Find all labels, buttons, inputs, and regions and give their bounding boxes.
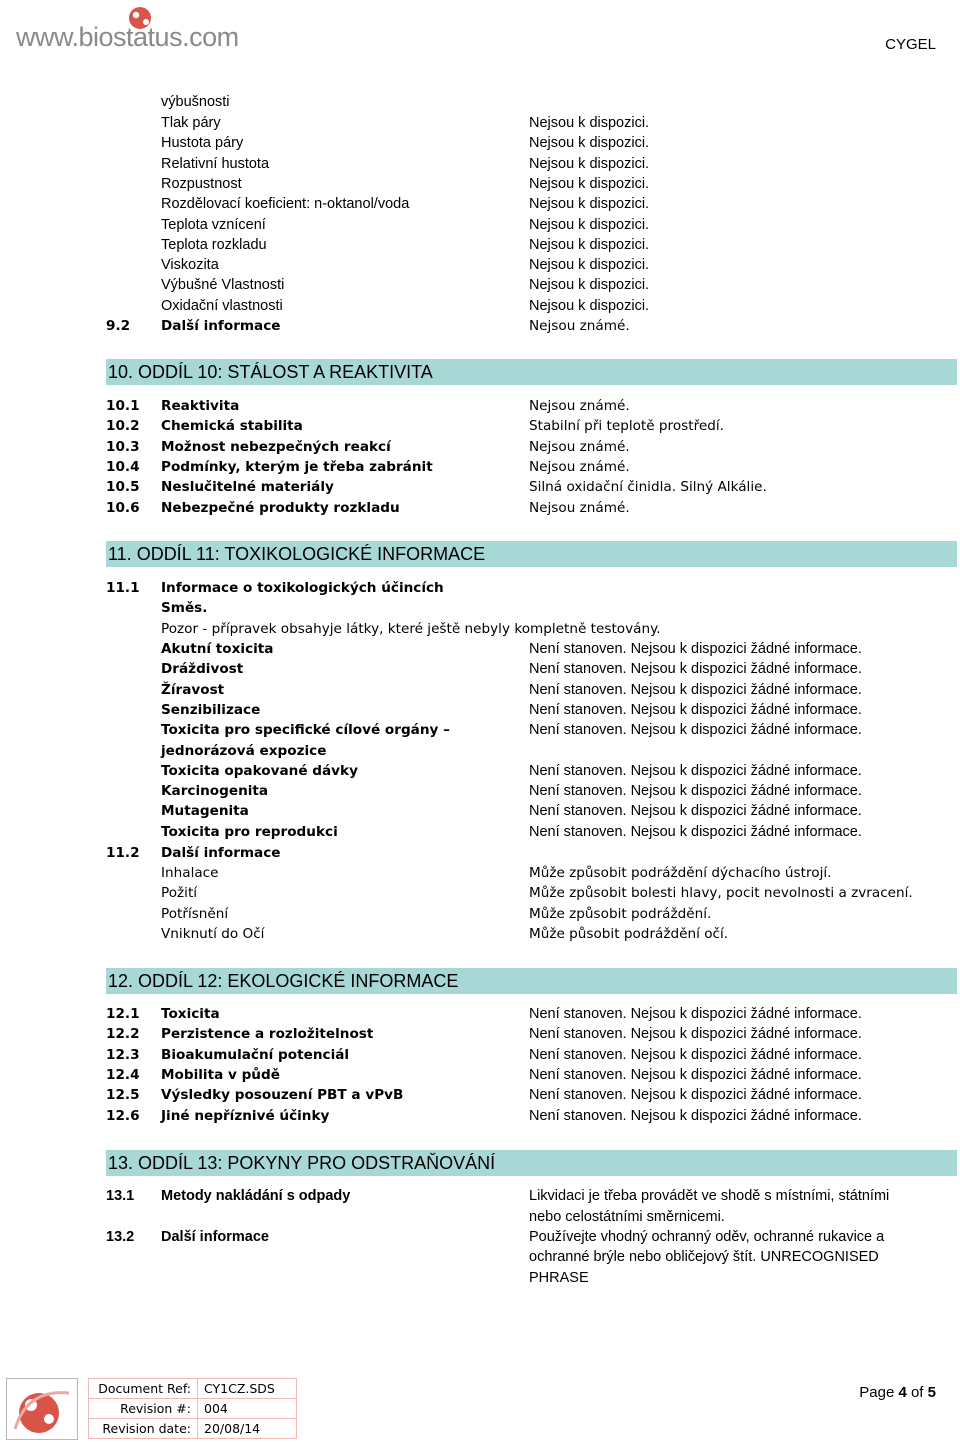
section-number: 12.2 xyxy=(106,1026,140,1043)
row-value: Nejsou k dispozici. xyxy=(529,155,650,172)
ecology-row xyxy=(106,1106,936,1126)
row-label: Hustota páry xyxy=(161,135,244,152)
row-label: Mutagenita xyxy=(161,803,249,820)
info-row-13-2-cont2 xyxy=(106,1268,936,1288)
toxicity-row xyxy=(106,659,936,679)
section-number: 13.2 xyxy=(106,1229,135,1245)
property-row xyxy=(106,275,936,295)
toxicity-row-cont xyxy=(106,741,936,761)
row-label: Výbušné Vlastnosti xyxy=(161,277,285,294)
property-row xyxy=(106,133,936,153)
reactivity-row xyxy=(106,498,936,518)
row-value: Nejsou k dispozici. xyxy=(529,297,650,314)
row-value: Není stanoven. Nejsou k dispozici žádné informace. xyxy=(529,1026,862,1043)
toxicity-row xyxy=(106,639,936,659)
row-label: Podmínky, kterým je třeba zabránit xyxy=(161,458,433,475)
row-value: Není stanoven. Nejsou k dispozici žádné informace. xyxy=(529,823,862,840)
row-value: Není stanoven. Nejsou k dispozici žádné informace. xyxy=(529,762,862,779)
section-number: 12.5 xyxy=(106,1087,140,1104)
exposure-route-row xyxy=(106,863,936,883)
section-number: 13.1 xyxy=(106,1188,135,1204)
revision-table xyxy=(88,1378,297,1439)
row-label: Oxidační vlastnosti xyxy=(161,297,283,314)
row-value: Není stanoven. Nejsou k dispozici žádné informace. xyxy=(529,701,862,718)
row-value: Může způsobit podráždění dýchacího ústrojí. xyxy=(529,865,832,881)
row-value: ochranné brýle nebo obličejový štít. UNRECOGNISED xyxy=(529,1249,879,1265)
table-row xyxy=(89,1379,297,1399)
section-13-header: 13. ODDÍL 13: POKYNY PRO ODSTRAŇOVÁNÍ xyxy=(106,1150,957,1176)
revision-date-label: Revision date: xyxy=(89,1419,198,1439)
row-label: Dráždivost xyxy=(161,661,244,678)
row-value: nebo celostátními směrnicemi. xyxy=(529,1209,725,1225)
row-label-cont: jednorázová expozice xyxy=(161,742,327,759)
row-value: Nejsou známé. xyxy=(529,398,630,414)
section-number: 10.6 xyxy=(106,499,140,516)
row-label: Jiné nepříznivé účinky xyxy=(161,1107,330,1124)
section-number: 12.6 xyxy=(106,1107,140,1124)
row-label: Akutní toxicita xyxy=(161,641,274,657)
row-value: Používejte vhodný ochranný oděv, ochranné rukavice a xyxy=(529,1229,885,1245)
property-row xyxy=(106,255,936,275)
row-label: Toxicita opakované dávky xyxy=(161,762,358,779)
property-row xyxy=(106,174,936,194)
row-value: Nejsou známé. xyxy=(529,318,630,334)
toxicity-row xyxy=(106,700,936,720)
row-label: Metody nakládání s odpady xyxy=(161,1188,351,1204)
row-label: Inhalace xyxy=(161,865,219,881)
toxicity-row xyxy=(106,680,936,700)
ecology-row xyxy=(106,1065,936,1085)
row-value: Stabilní při teplotě prostředí. xyxy=(529,418,724,435)
revision-label: Revision #: xyxy=(89,1399,198,1419)
row-value: Není stanoven. Nejsou k dispozici žádné informace. xyxy=(529,722,862,739)
page-current: 4 xyxy=(898,1384,907,1401)
row-label: Senzibilizace xyxy=(161,701,261,718)
section-number: 11.2 xyxy=(106,845,140,861)
row-label: Chemická stabilita xyxy=(161,418,303,435)
table-row xyxy=(89,1399,297,1419)
row-value: Nejsou k dispozici. xyxy=(529,257,650,274)
section-number: 10.5 xyxy=(106,479,140,496)
row-value: Nejsou k dispozici. xyxy=(529,115,650,131)
info-row-13-1-cont xyxy=(106,1207,936,1227)
row-label: Bioakumulační potenciál xyxy=(161,1046,350,1063)
info-row-13-2 xyxy=(106,1227,936,1247)
row-label: Toxicita pro reprodukci xyxy=(161,823,338,840)
property-row xyxy=(106,215,936,235)
row-label: Neslučitelné materiály xyxy=(161,479,334,496)
row-value: Může způsobit podráždění. xyxy=(529,905,712,922)
info-row-11-2 xyxy=(106,843,936,863)
table-row xyxy=(89,1419,297,1439)
row-label: Teplota vznícení xyxy=(161,216,266,233)
reactivity-row xyxy=(106,396,936,416)
row-value: Není stanoven. Nejsou k dispozici žádné informace. xyxy=(529,1066,862,1083)
reactivity-row xyxy=(106,477,936,497)
row-label: Viskozita xyxy=(161,257,219,274)
toxicity-row xyxy=(106,761,936,781)
warning-note xyxy=(106,619,936,639)
section-number: 10.3 xyxy=(106,438,140,455)
exposure-route-row xyxy=(106,883,936,903)
section-number: 11.1 xyxy=(106,580,140,596)
row-label: Vniknutí do Očí xyxy=(161,925,265,942)
row-label: Tlak páry xyxy=(161,115,221,131)
row-value: Není stanoven. Nejsou k dispozici žádné informace. xyxy=(529,1107,862,1124)
row-label: Žíravost xyxy=(161,681,225,698)
revision-value: 004 xyxy=(198,1399,297,1419)
row-value: Nejsou k dispozici. xyxy=(529,175,650,192)
row-value: Silná oxidační činidla. Silný Alkálie. xyxy=(529,479,767,496)
row-value: Není stanoven. Nejsou k dispozici žádné informace. xyxy=(529,1006,862,1022)
ecology-row xyxy=(106,1004,936,1024)
row-value: Likvidaci je třeba provádět ve shodě s místními, státními xyxy=(529,1188,890,1204)
row-label: Nebezpečné produkty rozkladu xyxy=(161,499,400,516)
row-value: Není stanoven. Nejsou k dispozici žádné informace. xyxy=(529,783,862,800)
logo-text: www.biostatus.com xyxy=(16,22,239,52)
page-of: of xyxy=(906,1384,928,1401)
row-value: Může působit podráždění očí. xyxy=(529,925,729,942)
row-label: Toxicita pro specifické cílové orgány – xyxy=(161,722,450,739)
info-row-11-1 xyxy=(106,578,936,598)
doc-ref-value: CY1CZ.SDS xyxy=(198,1379,297,1399)
page-total: 5 xyxy=(927,1384,936,1401)
page-prefix: Page xyxy=(859,1384,899,1401)
toxicity-row xyxy=(106,801,936,821)
ecology-row xyxy=(106,1024,936,1044)
section-number: 10.2 xyxy=(106,418,140,435)
info-row-13-1 xyxy=(106,1186,936,1206)
footer-logo-icon xyxy=(7,1379,77,1439)
row-label: Rozpustnost xyxy=(161,175,242,192)
row-value: Nejsou k dispozici. xyxy=(529,216,650,233)
row-label: Požití xyxy=(161,885,198,902)
row-value: Není stanoven. Nejsou k dispozici žádné informace. xyxy=(529,1046,862,1063)
row-value: Nejsou známé. xyxy=(529,458,630,475)
row-label: Toxicita xyxy=(161,1006,220,1022)
page-number xyxy=(859,1384,936,1401)
row-value: Není stanoven. Nejsou k dispozici žádné informace. xyxy=(529,803,862,820)
reactivity-row xyxy=(106,457,936,477)
row-label: Rozdělovací koeficient: n-oktanol/voda xyxy=(161,196,410,213)
info-row-9-2 xyxy=(106,316,936,336)
section-number: 10.1 xyxy=(106,398,140,414)
ecology-row xyxy=(106,1085,936,1105)
section-12-header: 12. ODDÍL 12: EKOLOGICKÉ INFORMACE xyxy=(106,968,957,994)
row-value: Není stanoven. Nejsou k dispozici žádné informace. xyxy=(529,1087,862,1104)
section-number: 12.3 xyxy=(106,1046,140,1063)
row-label: Informace o toxikologických účincích xyxy=(161,580,444,596)
exposure-route-row xyxy=(106,904,936,924)
section-number: 10.4 xyxy=(106,458,140,475)
row-value: Nejsou známé. xyxy=(529,499,630,516)
row-label: Možnost nebezpečných reakcí xyxy=(161,438,391,455)
section-number: 9.2 xyxy=(106,318,131,334)
row-label: Teplota rozkladu xyxy=(161,236,267,253)
property-row xyxy=(106,296,936,316)
property-row xyxy=(106,194,936,214)
section-number: 12.1 xyxy=(106,1006,140,1022)
row-label: Další informace xyxy=(161,1229,269,1245)
toxicity-row xyxy=(106,781,936,801)
doc-ref-label: Document Ref: xyxy=(89,1379,198,1399)
product-name: CYGEL xyxy=(885,36,936,53)
row-label: Výsledky posouzení PBT a vPvB xyxy=(161,1087,404,1104)
row-label: Karcinogenita xyxy=(161,783,269,800)
warning-text: Pozor - přípravek obsahyje látky, které ještě nebyly kompletně testovány. xyxy=(161,621,661,637)
row-value: Nejsou k dispozici. xyxy=(529,277,650,294)
ecology-row xyxy=(106,1045,936,1065)
info-row-13-2-cont xyxy=(106,1247,936,1267)
row-label: Potřísnění xyxy=(161,905,229,922)
exposure-route-row xyxy=(106,924,936,944)
property-row xyxy=(106,235,936,255)
footer-logo xyxy=(6,1378,78,1440)
revision-date-value: 20/08/14 xyxy=(198,1419,297,1439)
row-label: Relativní hustota xyxy=(161,155,270,172)
section-number: 12.4 xyxy=(106,1066,140,1083)
row-value: Může způsobit bolesti hlavy, pocit nevolnosti a zvracení. xyxy=(529,885,913,902)
row-value: PHRASE xyxy=(529,1270,589,1286)
section-10-header: 10. ODDÍL 10: STÁLOST A REAKTIVITA xyxy=(106,359,957,385)
reactivity-row xyxy=(106,416,936,436)
row-label: Perzistence a rozložitelnost xyxy=(161,1026,374,1043)
row-value: Nejsou k dispozici. xyxy=(529,236,650,253)
mixture-note xyxy=(106,598,936,618)
property-row xyxy=(106,92,936,112)
row-value: Nejsou k dispozici. xyxy=(529,135,650,152)
row-label: Další informace xyxy=(161,318,281,334)
row-value: Není stanoven. Nejsou k dispozici žádné informace. xyxy=(529,641,862,657)
property-row xyxy=(106,113,936,133)
row-value: Nejsou k dispozici. xyxy=(529,196,650,213)
mixture-label: Směs. xyxy=(161,600,208,616)
reactivity-row xyxy=(106,437,936,457)
row-value: Nejsou známé. xyxy=(529,438,630,455)
toxicity-row xyxy=(106,720,936,740)
property-row xyxy=(106,154,936,174)
row-value: Není stanoven. Nejsou k dispozici žádné informace. xyxy=(529,681,862,698)
property-label: výbušnosti xyxy=(161,94,230,110)
row-label: Mobilita v půdě xyxy=(161,1066,280,1083)
row-value: Není stanoven. Nejsou k dispozici žádné informace. xyxy=(529,661,862,678)
row-label: Reaktivita xyxy=(161,398,240,414)
section-11-header: 11. ODDÍL 11: TOXIKOLOGICKÉ INFORMACE xyxy=(106,541,957,567)
toxicity-row xyxy=(106,822,936,842)
biostatus-logo[interactable] xyxy=(12,4,262,60)
row-label: Další informace xyxy=(161,845,281,861)
